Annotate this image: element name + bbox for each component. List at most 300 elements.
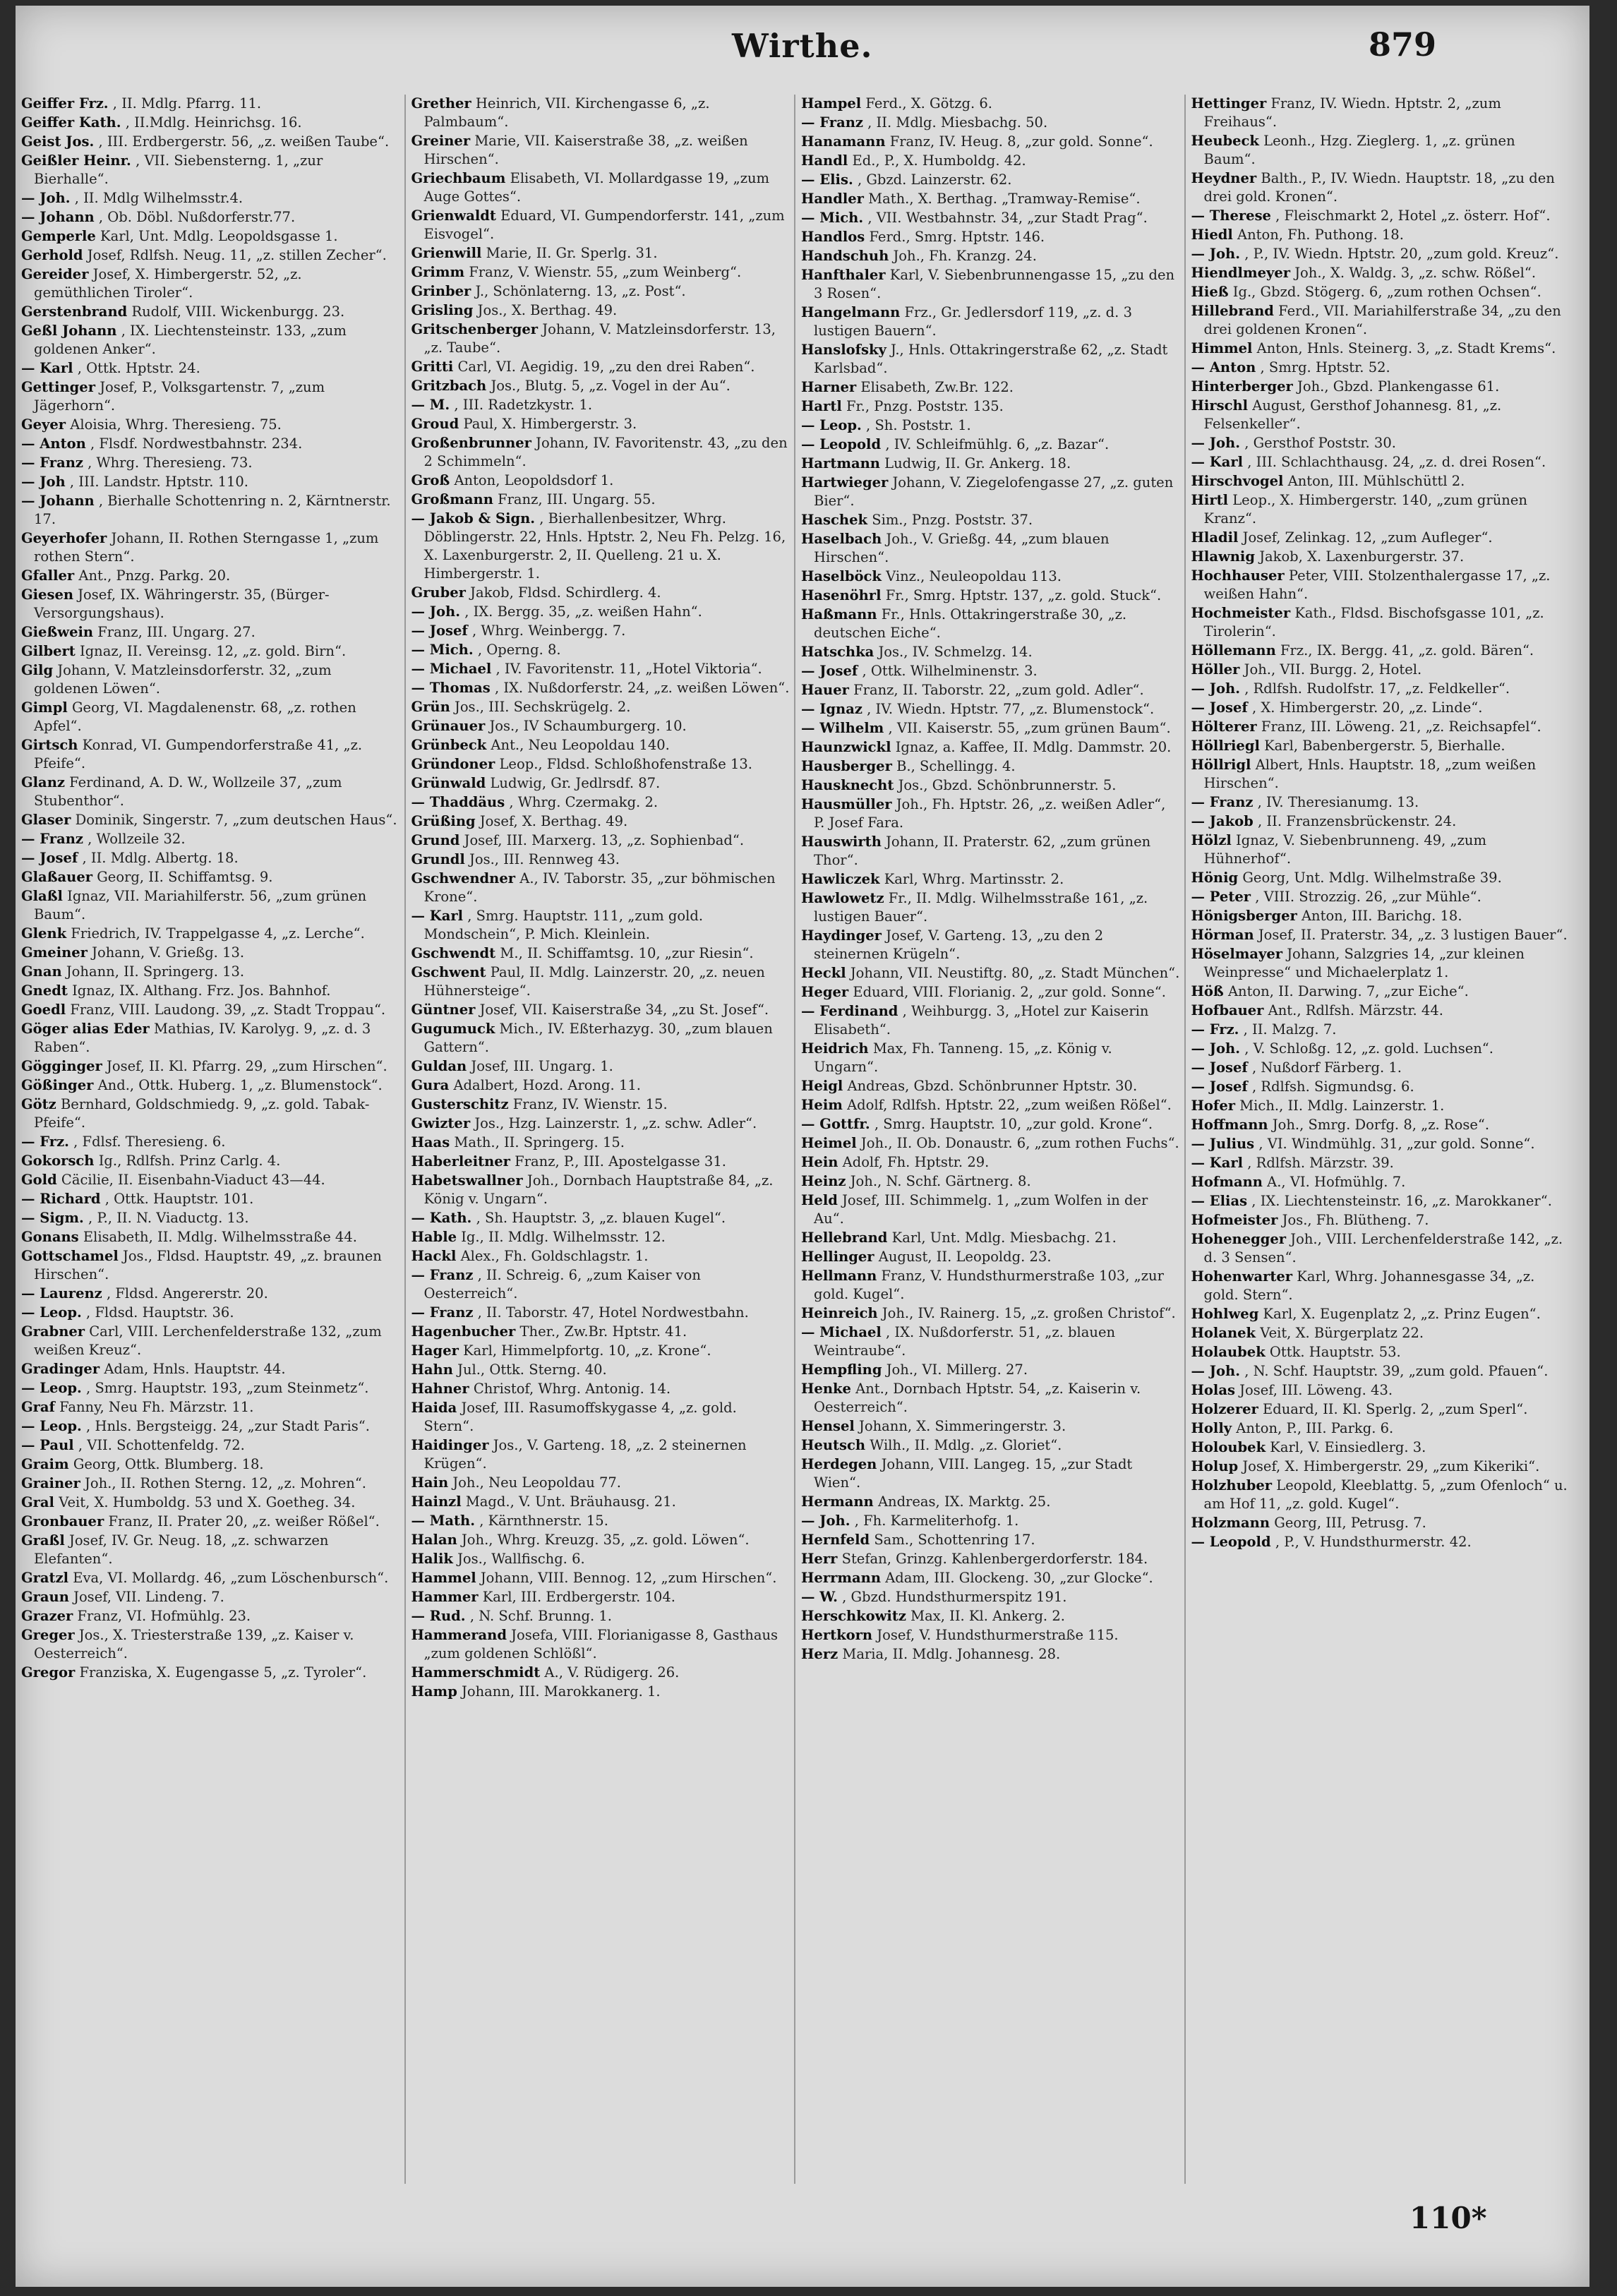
- entry-name: Grün: [411, 699, 450, 715]
- entry-name: Hohlweg: [1191, 1306, 1259, 1322]
- entry-name: Halan: [411, 1532, 457, 1548]
- entry-name: Grimm: [411, 264, 465, 280]
- entry-name: Haßmann: [801, 606, 877, 623]
- entry-details: Adalbert, Hozd. Arong. 11.: [453, 1077, 641, 1093]
- entry-details: Karl, III. Erdbergerstr. 104.: [482, 1589, 675, 1605]
- directory-entry: [801, 1607, 1180, 1625]
- entry-name: — Josef: [21, 850, 78, 866]
- directory-entry: [21, 642, 400, 661]
- directory-entry: [1191, 945, 1570, 982]
- entry-details: , III. Radetzkystr. 1.: [454, 397, 593, 413]
- entry-name: Hatschka: [801, 644, 874, 660]
- entry-details: B., Schellingg. 4.: [896, 758, 1016, 774]
- entry-name: Hauswirth: [801, 834, 882, 850]
- entry-details: Franz, III. Ungarg. 55.: [498, 491, 656, 507]
- entry-details: Johann, IV. Favoritenstr. 43, „zu den 2 Schimmeln“.: [423, 435, 788, 469]
- directory-entry: [801, 1493, 1180, 1511]
- entry-details: , II. Mdlg. Pfarrg. 11.: [112, 95, 262, 112]
- entry-name: Himmel: [1191, 340, 1253, 356]
- directory-entry: [411, 717, 791, 735]
- entry-name: Gottschamel: [21, 1248, 119, 1264]
- entry-details: Franz, IV. Heug. 8, „zur gold. Sonne“.: [889, 133, 1153, 150]
- column-4: [1191, 95, 1575, 2184]
- directory-entry: [21, 736, 400, 773]
- entry-details: Joh., VI. Millerg. 27.: [886, 1362, 1028, 1378]
- directory-entry: [21, 1095, 400, 1132]
- directory-entry: [411, 1114, 791, 1133]
- entry-name: Gilg: [21, 662, 54, 678]
- entry-details: Sam., Schottenring 17.: [874, 1532, 1035, 1548]
- entry-details: Konrad, VI. Gumpendorferstraße 41, „z. Pfeife“.: [34, 737, 363, 771]
- entry-name: Goedl: [21, 1002, 66, 1018]
- directory-entry: [1191, 1135, 1570, 1153]
- directory-entry: [411, 263, 791, 282]
- directory-entry: [411, 320, 791, 357]
- entry-name: Höller: [1191, 661, 1240, 678]
- entry-name: Hainzl: [411, 1493, 462, 1510]
- directory-entry: [801, 95, 1180, 113]
- directory-entry: [801, 266, 1180, 303]
- entry-details: Jakob, X. Laxenburgerstr. 37.: [1259, 548, 1465, 565]
- entry-details: Ther., Zw.Br. Hptstr. 41.: [519, 1323, 687, 1340]
- directory-entry: [801, 114, 1180, 132]
- directory-entry: [411, 301, 791, 320]
- entry-details: Joh., V. Grießg. 44, „zum blauen Hirschen“.: [814, 531, 1110, 565]
- entry-details: Johann, VIII. Bennog. 12, „zum Hirschen“.: [480, 1570, 777, 1586]
- directory-entry: [1191, 1154, 1570, 1172]
- entry-name: Halik: [411, 1551, 453, 1567]
- directory-entry: [411, 471, 791, 490]
- entry-details: Johann, III. Marokkanerg. 1.: [462, 1683, 661, 1700]
- directory-entry: [1191, 680, 1570, 698]
- entry-name: — Paul: [21, 1437, 74, 1453]
- directory-entry: [1191, 1477, 1570, 1513]
- directory-entry: [1191, 831, 1570, 868]
- entry-details: Fr., Hnls. Ottakringerstraße 30, „z. deutschen Eiche“.: [814, 606, 1127, 641]
- entry-details: , Ottk. Hauptstr. 101.: [104, 1191, 254, 1207]
- directory-entry: [21, 661, 400, 698]
- directory-entry: [21, 567, 400, 585]
- entry-name: Harner: [801, 379, 857, 395]
- entry-name: Gokorsch: [21, 1153, 95, 1169]
- entry-details: Anton, II. Darwing. 7, „zur Eiche“.: [1227, 983, 1469, 999]
- directory-entry: [411, 377, 791, 395]
- entry-details: Peter, VIII. Stolzenthalergasse 17, „z. weißen Hahn“.: [1203, 567, 1551, 602]
- entry-name: Heckl: [801, 965, 846, 981]
- entry-name: Giesen: [21, 587, 74, 603]
- entry-name: Hanslofsky: [801, 342, 886, 358]
- entry-name: Hirtl: [1191, 492, 1229, 508]
- entry-details: Carl, VI. Aegidig. 19, „zu den drei Raben“.: [457, 359, 755, 375]
- entry-name: Herz: [801, 1646, 838, 1662]
- entry-name: Hempfling: [801, 1362, 882, 1378]
- entry-name: Holzhuber: [1191, 1477, 1273, 1493]
- entry-details: , IX. Nußdorferstr. 51, „z. blauen Weintraube“.: [814, 1324, 1116, 1359]
- directory-entry: [411, 1569, 791, 1587]
- entry-name: Hartl: [801, 398, 842, 414]
- entry-details: Joh., Neu Leopoldau 77.: [452, 1474, 621, 1491]
- directory-entry: [21, 811, 400, 829]
- entry-name: Glaßauer: [21, 869, 93, 885]
- entry-details: J., Hnls. Ottakringerstraße 62, „z. Stadt Karlsbad“.: [814, 342, 1168, 376]
- directory-entry: [1191, 378, 1570, 396]
- entry-details: , IV. Schleifmühlg. 6, „z. Bazar“.: [885, 436, 1110, 452]
- directory-entry: [801, 1134, 1180, 1153]
- entry-details: , Gersthof Poststr. 30.: [1244, 435, 1396, 451]
- directory-entry: [411, 831, 791, 850]
- entry-details: , VIII. Strozzig. 26, „zur Mühle“.: [1255, 889, 1481, 905]
- entry-name: Herschkowitz: [801, 1608, 906, 1624]
- directory-entry: [1191, 869, 1570, 887]
- entry-name: — Joh.: [1191, 680, 1240, 697]
- entry-name: Hofmann: [1191, 1174, 1263, 1190]
- entry-name: Grünwald: [411, 775, 486, 791]
- entry-details: , Fleischmarkt 2, Hotel „z. österr. Hof“.: [1275, 208, 1551, 224]
- directory-entry: [411, 622, 791, 640]
- entry-details: Ignaz, II. Vereinsg. 12, „z. gold. Birn“.: [80, 643, 347, 659]
- directory-entry: [1191, 397, 1570, 433]
- entry-name: Handschuh: [801, 248, 889, 264]
- directory-entry: [21, 1664, 400, 1682]
- directory-entry: [411, 1512, 791, 1530]
- directory-entry: [1191, 339, 1570, 358]
- entry-name: Gimpl: [21, 699, 68, 716]
- entry-name: Höllrigl: [1191, 757, 1251, 773]
- entry-details: Joh., N. Schf. Gärtnerg. 8.: [850, 1173, 1031, 1189]
- entry-name: Gonans: [21, 1229, 79, 1245]
- page-number: 879: [1369, 25, 1437, 64]
- entry-details: Jul., Ottk. Sterng. 40.: [457, 1362, 607, 1378]
- entry-details: Joh., IV. Rainerg. 15, „z. großen Christof“.: [882, 1305, 1176, 1321]
- entry-details: Alex., Fh. Goldschlagstr. 1.: [460, 1248, 649, 1264]
- entry-details: Elisabeth, Zw.Br. 122.: [860, 379, 1014, 395]
- directory-entry: [1191, 604, 1570, 641]
- directory-entry: [1191, 982, 1570, 1001]
- entry-details: Johann, V. Matzleinsdorferstr. 13, „z. Taube“.: [423, 321, 776, 356]
- entry-details: Josef, III. Ungarg. 1.: [471, 1058, 613, 1074]
- entry-name: Hirschl: [1191, 397, 1249, 414]
- entry-name: — Karl: [21, 360, 73, 376]
- entry-name: Haida: [411, 1400, 457, 1416]
- directory-entry: [1191, 1173, 1570, 1191]
- entry-details: Joh., Fh. Kranzg. 24.: [893, 248, 1037, 264]
- entry-name: Heidrich: [801, 1040, 869, 1057]
- entry-details: Rudolf, VIII. Wickenburgg. 23.: [131, 303, 345, 320]
- entry-details: Franz, II. Prater 20, „z. weißer Rößel“.: [108, 1513, 380, 1529]
- directory-entry: [21, 454, 400, 472]
- directory-entry: [21, 887, 400, 924]
- entry-details: Anton, III. Mühlschüttl 2.: [1287, 473, 1465, 489]
- entry-details: Ig., II. Mdlg. Wilhelmsstr. 12.: [461, 1229, 666, 1245]
- directory-entry: [801, 1229, 1180, 1247]
- directory-entry: [801, 530, 1180, 567]
- entry-name: — Karl: [1191, 454, 1244, 470]
- entry-name: — Mich.: [411, 642, 474, 658]
- entry-name: Hartmann: [801, 455, 880, 471]
- directory-entry: [411, 603, 791, 621]
- entry-name: Glaser: [21, 812, 71, 828]
- entry-name: Handl: [801, 152, 848, 169]
- entry-details: Dominik, Singerstr. 7, „zum deutschen Haus“.: [75, 812, 397, 828]
- entry-details: , II. Mdlg Wilhelmsstr.4.: [74, 190, 244, 206]
- entry-name: — Laurenz: [21, 1285, 102, 1302]
- entry-details: Jos., IV Schaumburgerg. 10.: [489, 718, 687, 734]
- entry-name: Heger: [801, 984, 849, 1000]
- entry-details: , Sh. Hauptstr. 3, „z. blauen Kugel“.: [476, 1210, 726, 1226]
- entry-name: Hladil: [1191, 529, 1239, 546]
- entry-name: — Leop.: [21, 1304, 82, 1321]
- directory-entry: [21, 1228, 400, 1246]
- entry-name: Hiendlmeyer: [1191, 265, 1291, 281]
- entry-details: Josef, X. Himbergerstr. 29, „zum Kikeriki“.: [1242, 1458, 1540, 1474]
- directory-entry: [1191, 1419, 1570, 1438]
- entry-details: Jos., IV. Schmelzg. 14.: [878, 644, 1033, 660]
- entry-name: Grünauer: [411, 718, 486, 734]
- directory-entry: [1191, 1040, 1570, 1058]
- entry-name: Guldan: [411, 1058, 467, 1074]
- entry-details: , II. Franzensbrückenstr. 24.: [1258, 813, 1457, 829]
- entry-name: Hirschvogel: [1191, 473, 1284, 489]
- entry-details: , Wollzeile 32.: [88, 831, 186, 847]
- entry-details: Anton, III. Barichg. 18.: [1301, 908, 1462, 924]
- entry-name: Holup: [1191, 1458, 1239, 1474]
- entry-name: — Leop.: [801, 417, 862, 433]
- directory-entry: [411, 1683, 791, 1701]
- directory-entry: [21, 1626, 400, 1663]
- entry-details: Math., II. Springerg. 15.: [454, 1134, 625, 1150]
- entry-details: And., Ottk. Huberg. 1, „z. Blumenstock“.: [97, 1077, 383, 1093]
- entry-name: Höß: [1191, 983, 1224, 999]
- directory-entry: [1191, 1305, 1570, 1323]
- entry-name: Hölzl: [1191, 832, 1232, 848]
- directory-entry: [21, 830, 400, 848]
- entry-details: Joh., Gbzd. Plankengasse 61.: [1297, 378, 1500, 395]
- directory-entry: [411, 1076, 791, 1095]
- directory-entry: [801, 662, 1180, 680]
- directory-entry: [21, 133, 400, 151]
- directory-entry: [801, 133, 1180, 151]
- directory-entry: [1191, 1457, 1570, 1476]
- entry-name: Holoubek: [1191, 1439, 1266, 1455]
- entry-name: Hönigsberger: [1191, 908, 1297, 924]
- entry-name: Glanz: [21, 774, 65, 791]
- entry-details: A., IV. Taborstr. 35, „zur böhmischen Krone“.: [423, 870, 776, 905]
- entry-details: Eva, VI. Mollardg. 46, „zum Löschenbursch“.: [73, 1570, 389, 1586]
- entry-details: , Smrg. Hauptstr. 10, „zur gold. Krone“.: [874, 1116, 1153, 1132]
- entry-details: Josef, X. Berthag. 49.: [479, 813, 628, 829]
- entry-name: Gerhold: [21, 247, 83, 263]
- entry-details: , VII. Westbahnstr. 34, „zur Stadt Prag“.: [867, 210, 1148, 226]
- entry-name: — Joh.: [801, 1513, 850, 1529]
- directory-entry: [1191, 1400, 1570, 1419]
- entry-details: Johann, V. Ziegelofengasse 27, „z. guten Bier“.: [814, 474, 1174, 509]
- entry-details: Mathias, IV. Karolyg. 9, „z. d. 3 Raben“.: [34, 1021, 371, 1055]
- entry-name: Gilbert: [21, 643, 76, 659]
- entry-name: — Karl: [411, 908, 464, 924]
- directory-entry: [801, 1153, 1180, 1172]
- directory-entry: [801, 1323, 1180, 1360]
- entry-details: Joh., II. Rothen Sterng. 12, „z. Mohren“.: [85, 1475, 366, 1491]
- directory-entry: [1191, 1343, 1570, 1362]
- entry-details: Josef, P., Volksgartenstr. 7, „zum Jägerhorn“.: [34, 379, 325, 414]
- entry-details: Veit, X. Humboldg. 53 und X. Goetheg. 34.: [59, 1494, 356, 1510]
- entry-details: August, II. Leopoldg. 23.: [878, 1249, 1052, 1265]
- entry-details: Eduard, II. Kl. Sperlg. 2, „zum Sperl“.: [1262, 1401, 1528, 1417]
- entry-details: Ferdinand, A. D. W., Wollzeile 37, „zum Stubenthor“.: [34, 774, 342, 809]
- entry-name: — Joh.: [1191, 1040, 1240, 1057]
- entry-name: Hable: [411, 1229, 457, 1245]
- entry-details: Georg, VI. Magdalenenstr. 68, „z. rothen Apfel“.: [34, 699, 356, 734]
- entry-name: Heydner: [1191, 170, 1257, 186]
- column-1: [21, 95, 406, 2184]
- entry-details: , II. Malzg. 7.: [1243, 1021, 1337, 1038]
- entry-name: Hochmeister: [1191, 605, 1291, 621]
- entry-details: , Smrg. Hauptstr. 193, „zum Steinmetz“.: [86, 1380, 369, 1396]
- entry-details: Johann, V. Matzleinsdorferstr. 32, „zum goldenen Löwen“.: [34, 662, 332, 697]
- entry-name: Gettinger: [21, 379, 95, 395]
- directory-entry: [801, 795, 1180, 832]
- entry-name: Hein: [801, 1154, 838, 1170]
- entry-name: — Frz.: [1191, 1021, 1239, 1038]
- directory-entry: [801, 474, 1180, 510]
- entry-name: Hieß: [1191, 284, 1229, 300]
- entry-name: Hellmann: [801, 1268, 877, 1284]
- entry-name: Handler: [801, 191, 864, 207]
- entry-details: , II. Taborstr. 47, Hotel Nordwestbahn.: [477, 1304, 749, 1321]
- entry-details: , Rdlfsh. Sigmundsg. 6.: [1252, 1078, 1414, 1095]
- directory-entry: [801, 833, 1180, 870]
- entry-name: — Kath.: [411, 1210, 472, 1226]
- directory-entry: [801, 606, 1180, 642]
- directory-entry: [21, 152, 400, 188]
- entry-details: Aloisia, Whrg. Theresieng. 75.: [70, 416, 282, 433]
- entry-details: Marie, II. Gr. Sperlg. 31.: [486, 245, 658, 261]
- entry-details: Albert, Hnls. Hauptstr. 18, „zum weißen Hirschen“.: [1203, 757, 1537, 791]
- entry-details: Eduard, VIII. Florianig. 2, „zur gold. Sonne“.: [853, 984, 1166, 1000]
- directory-entry: [801, 341, 1180, 378]
- directory-entry: [21, 1360, 400, 1378]
- entry-details: Jos., X. Berthag. 49.: [477, 302, 618, 318]
- directory-entry: [801, 397, 1180, 416]
- directory-entry: [1191, 1021, 1570, 1039]
- directory-entry: [411, 1493, 791, 1511]
- entry-name: Haydinger: [801, 927, 882, 944]
- entry-details: Ant., Dornbach Hptstr. 54, „z. Kaiserin v. Oesterreich“.: [814, 1381, 1141, 1415]
- directory-entry: [801, 1096, 1180, 1114]
- entry-details: Johann, Salzgries 14, „zur kleinen Weinpresse“ und Michaelerplatz 1.: [1203, 946, 1525, 980]
- entry-name: Grünbeck: [411, 737, 487, 753]
- entry-details: , Bierhallenbesitzer, Whrg. Döblingerstr. 22, Hnls. Hptstr. 2, Neu Fh. Pelzg. 16, X. Laxenburgerstr. 2, II. Quelleng. 21 u. X. Himbergerstr. 1.: [423, 510, 786, 582]
- directory-entry: [1191, 1514, 1570, 1532]
- directory-entry: [21, 1285, 400, 1303]
- directory-entry: [411, 1247, 791, 1266]
- entry-details: Vinz., Neuleopoldau 113.: [886, 568, 1062, 584]
- entry-details: Adam, Hnls. Hauptstr. 44.: [104, 1361, 286, 1377]
- entry-name: — Johann: [21, 493, 95, 509]
- directory-entry: [411, 358, 791, 376]
- entry-details: Ant., Pnzg. Parkg. 20.: [78, 567, 231, 584]
- entry-details: Josef, VII. Kaiserstraße 34, „zu St. Josef“.: [479, 1002, 769, 1018]
- directory-entry: [801, 567, 1180, 586]
- directory-entry: [801, 700, 1180, 719]
- directory-entry: [21, 303, 400, 321]
- entry-details: , P., II. N. Viaductg. 13.: [88, 1210, 249, 1226]
- directory-entry: [801, 1455, 1180, 1492]
- entry-details: , VI. Windmühlg. 31, „zur gold. Sonne“.: [1258, 1136, 1535, 1152]
- entry-name: Gschwendner: [411, 870, 516, 886]
- entry-details: Karl, Himmelpfortg. 10, „z. Krone“.: [463, 1342, 711, 1359]
- directory-entry: [21, 95, 400, 113]
- entry-details: Ignaz, a. Kaffee, II. Mdlg. Dammstr. 20.: [895, 739, 1172, 755]
- directory-entry: [801, 303, 1180, 340]
- directory-entry: [411, 1228, 791, 1246]
- directory-entry: [411, 396, 791, 414]
- entry-details: Frz., IX. Bergg. 41, „z. gold. Bären“.: [1280, 642, 1534, 659]
- entry-name: — Josef: [411, 623, 468, 639]
- entry-name: Gereider: [21, 266, 89, 282]
- directory-entry: [411, 907, 791, 944]
- entry-name: — Leopold: [801, 436, 882, 452]
- entry-name: Holly: [1191, 1420, 1232, 1436]
- entry-name: Hofer: [1191, 1098, 1235, 1114]
- directory-entry: [1191, 756, 1570, 793]
- directory-entry: [411, 698, 791, 716]
- entry-name: Hofmeister: [1191, 1212, 1278, 1228]
- directory-entry: [801, 1626, 1180, 1645]
- entry-name: Grund: [411, 832, 460, 848]
- entry-details: , III. Erdbergerstr. 56, „z. weißen Taube“.: [98, 133, 390, 150]
- directory-entry: [411, 415, 791, 433]
- directory-entry: [1191, 567, 1570, 603]
- entry-details: Franz, VIII. Laudong. 39, „z. Stadt Troppau“.: [70, 1002, 386, 1018]
- entry-details: Ig., Rdlfsh. Prinz Carlg. 4.: [98, 1153, 281, 1169]
- entry-name: Hernfeld: [801, 1532, 870, 1548]
- entry-name: Geist Jos.: [21, 133, 95, 150]
- entry-name: — Thaddäus: [411, 794, 505, 810]
- directory-entry: [1191, 226, 1570, 244]
- entry-name: Grinber: [411, 283, 471, 299]
- entry-name: Großmann: [411, 491, 493, 507]
- directory-entry: [21, 1607, 400, 1625]
- entry-details: , Flsdf. Nordwestbahnstr. 234.: [90, 435, 303, 452]
- entry-name: Hohenwarter: [1191, 1268, 1293, 1285]
- directory-entry: [801, 190, 1180, 208]
- entry-details: Joh., Smrg. Dorfg. 8, „z. Rose“.: [1272, 1117, 1490, 1133]
- entry-name: Gnedt: [21, 982, 68, 999]
- entry-details: , Fldsd. Hauptstr. 36.: [86, 1304, 234, 1321]
- entry-name: — Peter: [1191, 889, 1251, 905]
- directory-entry: [411, 244, 791, 263]
- directory-entry: [411, 1020, 791, 1057]
- entry-details: , IX. Liechtensteinstr. 133, „zum goldenen Anker“.: [34, 323, 347, 357]
- directory-entry: [21, 1436, 400, 1455]
- entry-name: Hammerand: [411, 1627, 507, 1643]
- entry-details: Wilh., II. Mdlg. „z. Gloriet“.: [870, 1437, 1062, 1453]
- directory-entry: [21, 1057, 400, 1076]
- entry-name: Hanfthaler: [801, 267, 886, 283]
- entry-details: M., II. Schiffamtsg. 10, „zur Riesin“.: [500, 945, 754, 961]
- entry-name: — Franz: [411, 1267, 474, 1283]
- entry-name: — Anton: [21, 435, 86, 452]
- directory-entry: [21, 1379, 400, 1398]
- directory-entry: [1191, 812, 1570, 831]
- directory-entry: [801, 1588, 1180, 1606]
- entry-name: Hertkorn: [801, 1627, 873, 1643]
- entry-name: — Ferdinand: [801, 1003, 898, 1019]
- directory-entry: [21, 322, 400, 359]
- signature-mark: 110*: [1409, 2201, 1487, 2235]
- entry-details: August, Gersthof Johannesg. 81, „z. Felsenkeller“.: [1203, 397, 1502, 432]
